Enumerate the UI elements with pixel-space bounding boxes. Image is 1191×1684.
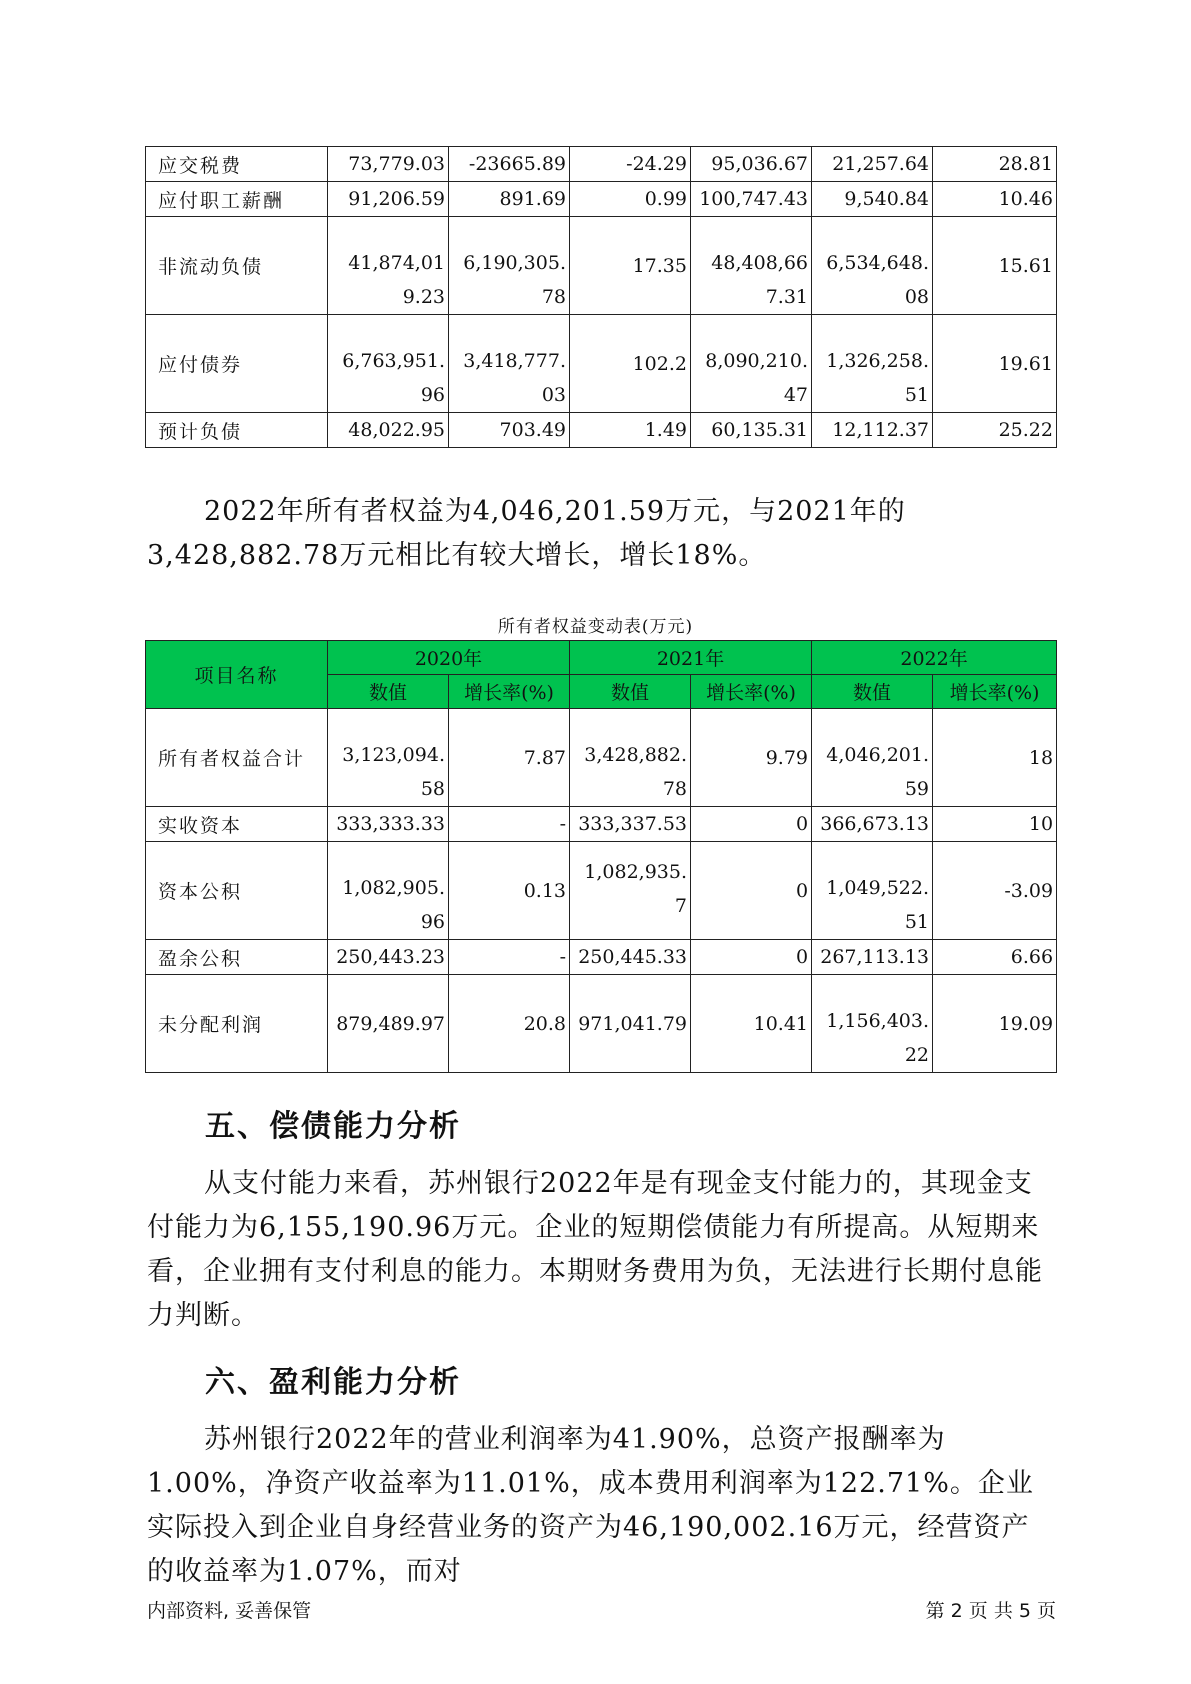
cell: 1,326,258.51 [812,315,933,413]
cell: 9,540.84 [812,182,933,217]
cell: 41,874,019.23 [328,217,449,315]
cell: 1,049,522.51 [812,842,933,940]
cell: 15.61 [933,217,1057,315]
row-name: 应交税费 [146,147,328,182]
row-name: 所有者权益合计 [146,709,328,807]
table-caption: 所有者权益变动表(万元) [497,617,694,637]
cell: 10.46 [933,182,1057,217]
cell: 6,763,951.96 [328,315,449,413]
cell: 250,443.23 [328,940,449,975]
cell: 91,206.59 [328,182,449,217]
row-name: 资本公积 [146,842,328,940]
header-year-2020: 2020年 [328,641,570,675]
cell: 0 [691,842,812,940]
table-row [146,709,1057,807]
table-row [146,315,1057,413]
cell: 3,428,882.78 [570,709,691,807]
cell: 333,337.53 [570,807,691,842]
cell: 60,135.31 [691,413,812,448]
cell: 971,041.79 [570,975,691,1073]
cell: 100,747.43 [691,182,812,217]
table-row [146,217,1057,315]
table-row [146,182,1057,217]
header-value: 数值 [812,675,933,709]
cell: 879,489.97 [328,975,449,1073]
row-name: 应付职工薪酬 [146,182,328,217]
cell: 10.41 [691,975,812,1073]
row-name: 应付债券 [146,315,328,413]
cell: 48,408,667.31 [691,217,812,315]
row-name: 实收资本 [146,807,328,842]
cell: 6.66 [933,940,1057,975]
header-growth: 增长率(%) [691,675,812,709]
cell: 0.99 [570,182,691,217]
cell: 18 [933,709,1057,807]
cell: 250,445.33 [570,940,691,975]
cell: 366,673.13 [812,807,933,842]
equity-paragraph: 2022年所有者权益为4,046,201.59万元，与2021年的3,428,882.78万元相比有较大增长，增长18%。 [147,496,906,571]
footer-confidential: 内部资料, 妥善保管 [147,1600,312,1622]
footer-page-number: 第 2 页 共 5 页 [925,1600,1056,1622]
cell: -24.29 [570,147,691,182]
cell: - [449,807,570,842]
header-growth: 增长率(%) [449,675,570,709]
cell: 891.69 [449,182,570,217]
cell: 8,090,210.47 [691,315,812,413]
table-row [146,413,1057,448]
table-row [146,940,1057,975]
cell: 0 [691,940,812,975]
equity-table [145,640,1057,1073]
cell: 0 [691,807,812,842]
cell: 3,418,777.03 [449,315,570,413]
table-row [146,842,1057,940]
cell: 0.13 [449,842,570,940]
row-name: 预计负债 [146,413,328,448]
cell: 19.61 [933,315,1057,413]
section6-heading: 六、盈利能力分析 [205,1365,461,1400]
cell: 4,046,201.59 [812,709,933,807]
liabilities-table [145,146,1057,448]
header-value: 数值 [570,675,691,709]
cell: 6,190,305.78 [449,217,570,315]
cell: 1,082,935.7 [570,842,691,940]
cell: 73,779.03 [328,147,449,182]
cell: 1,082,905.96 [328,842,449,940]
row-name: 未分配利润 [146,975,328,1073]
cell: 7.87 [449,709,570,807]
cell: -3.09 [933,842,1057,940]
section5-paragraph: 从支付能力来看，苏州银行2022年是有现金支付能力的，其现金支付能力为6,155,190.96万元。企业的短期偿债能力有所提高。从短期来看，企业拥有支付利息的能力。本期财务费用为负，无法进行长期付息能力判断。 [147,1168,1043,1331]
cell: 102.2 [570,315,691,413]
cell: 333,333.33 [328,807,449,842]
row-name: 盈余公积 [146,940,328,975]
cell: 3,123,094.58 [328,709,449,807]
cell: 95,036.67 [691,147,812,182]
header-value: 数值 [328,675,449,709]
cell: 12,112.37 [812,413,933,448]
table-row [146,147,1057,182]
cell: 28.81 [933,147,1057,182]
cell: 20.8 [449,975,570,1073]
cell: 10 [933,807,1057,842]
section6-paragraph: 苏州银行2022年的营业利润率为41.90%，总资产报酬率为1.00%，净资产收益率为11.01%，成本费用利润率为122.71%。企业实际投入到企业自身经营业务的资产为46,190,002.16万元，经营资产的收益率为1.07%，而对 [147,1424,1034,1587]
cell: -23665.89 [449,147,570,182]
cell: 17.35 [570,217,691,315]
cell: 9.79 [691,709,812,807]
cell: 1,156,403.22 [812,975,933,1073]
cell: 25.22 [933,413,1057,448]
header-year-2022: 2022年 [812,641,1057,675]
cell: 1.49 [570,413,691,448]
cell: 6,534,648.08 [812,217,933,315]
table-row [146,807,1057,842]
cell: 21,257.64 [812,147,933,182]
cell: 48,022.95 [328,413,449,448]
header-growth: 增长率(%) [933,675,1057,709]
cell: 19.09 [933,975,1057,1073]
row-name: 非流动负债 [146,217,328,315]
cell: 267,113.13 [812,940,933,975]
header-row-years [146,641,1057,675]
cell: 703.49 [449,413,570,448]
cell: - [449,940,570,975]
header-year-2021: 2021年 [570,641,812,675]
table-row [146,975,1057,1073]
section5-heading: 五、偿债能力分析 [205,1109,461,1144]
header-item-name: 项目名称 [146,641,328,709]
